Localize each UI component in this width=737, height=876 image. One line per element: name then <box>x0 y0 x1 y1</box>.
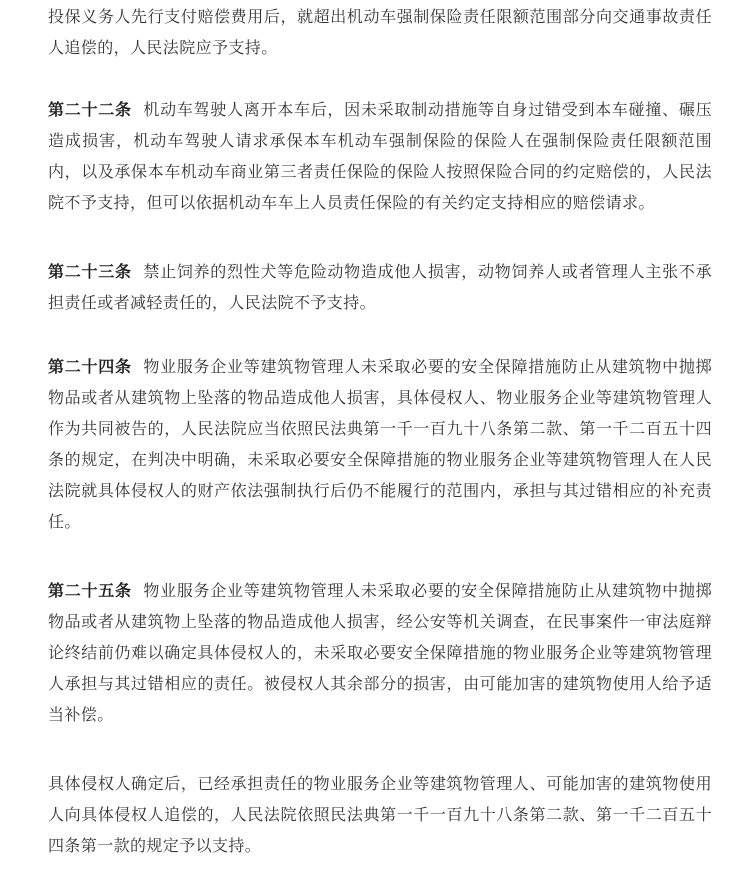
paragraph-continuation <box>48 1 712 63</box>
paragraph-text: 机动车驾驶人离开本车后，因未采取制动措施等自身过错受到本车碰撞、碾压造成损害，机动车驾驶人请求承保本车机动车强制保险的保险人在强制保险责任限额范围内，以及承保本车机动车商业第三者责任保险的保险人按照保险合同的约定赔偿的，人民法院不予支持，但可以依据机动车车上人员责任保险的有关约定支持相应的赔偿请求。 <box>48 100 712 212</box>
article-number: 第二十二条 <box>48 100 132 119</box>
article-number: 第二十三条 <box>48 262 132 281</box>
paragraph-followup <box>48 768 712 861</box>
paragraph-text: 禁止饲养的烈性犬等危险动物造成他人损害，动物饲养人或者管理人主张不承担责任或者减轻责任的，人民法院不予支持。 <box>48 262 712 312</box>
article-spacer <box>132 357 144 376</box>
article-spacer <box>132 262 144 281</box>
article-spacer <box>132 100 144 119</box>
article-24 <box>48 351 712 537</box>
article-number: 第二十五条 <box>48 581 132 600</box>
article-number: 第二十四条 <box>48 357 132 376</box>
article-22 <box>48 94 712 218</box>
article-25 <box>48 575 712 730</box>
article-23 <box>48 256 712 318</box>
paragraph-text: 投保义务人先行支付赔偿费用后，就超出机动车强制保险责任限额范围部分向交通事故责任人追偿的，人民法院应予支持。 <box>48 7 712 57</box>
article-spacer <box>132 581 144 600</box>
paragraph-text: 具体侵权人确定后，已经承担责任的物业服务企业等建筑物管理人、可能加害的建筑物使用人向具体侵权人追偿的，人民法院依照民法典第一千一百九十八条第二款、第一千二百五十四条第一款的规定予以支持。 <box>48 774 712 855</box>
paragraph-text: 物业服务企业等建筑物管理人未采取必要的安全保障措施防止从建筑物中抛掷物品或者从建筑物上坠落的物品造成他人损害，具体侵权人、物业服务企业等建筑物管理人作为共同被告的，人民法院应当依照民法典第一千一百九十八条第二款、第一千二百五十四条的规定，在判决中明确，未采取必要安全保障措施的物业服务企业等建筑物管理人在人民法院就具体侵权人的财产依法强制执行后仍不能履行的范围内，承担与其过错相应的补充责任。 <box>48 357 712 531</box>
paragraph-text: 物业服务企业等建筑物管理人未采取必要的安全保障措施防止从建筑物中抛掷物品或者从建筑物上坠落的物品造成他人损害，经公安等机关调查，在民事案件一审法庭辩论终结前仍难以确定具体侵权人的，未采取必要安全保障措施的物业服务企业等建筑物管理人承担与其过错相应的责任。被侵权人其余部分的损害，由可能加害的建筑物使用人给予适当补偿。 <box>48 581 712 724</box>
